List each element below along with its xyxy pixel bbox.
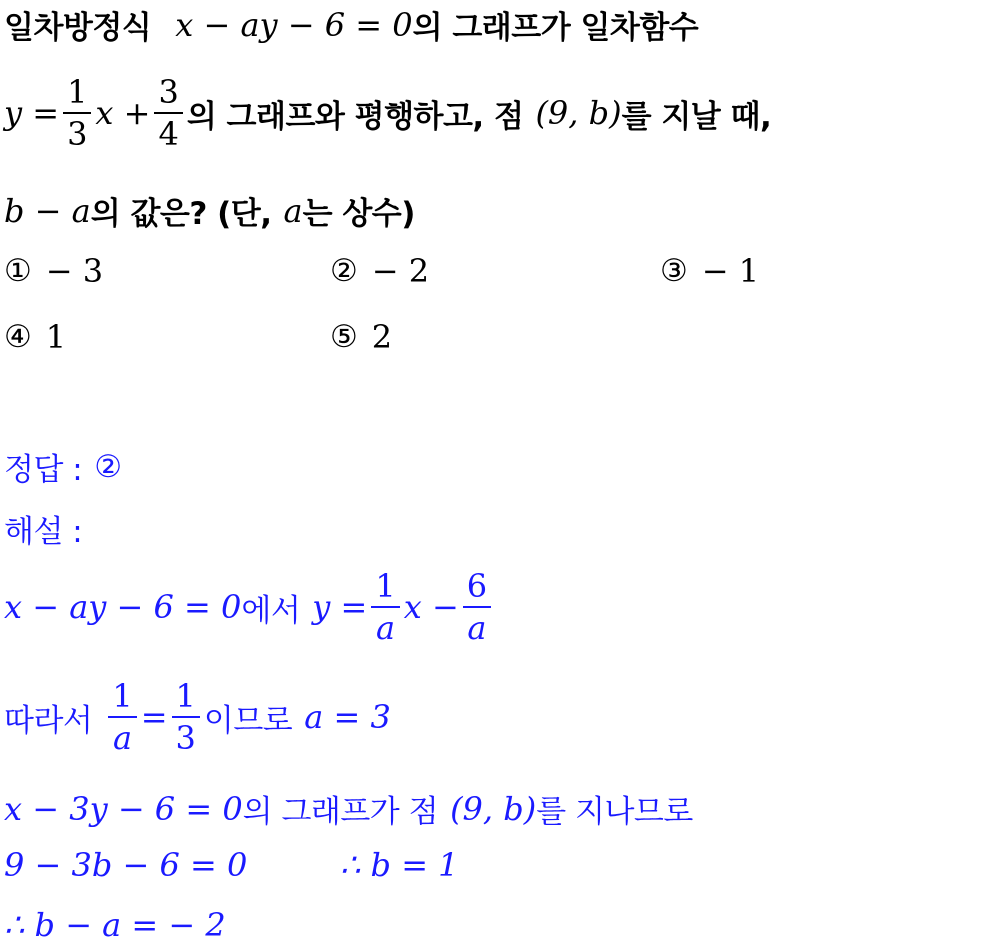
therefore-result: ∴ b = 1 (340, 846, 459, 884)
equation: x − ay − 6 = 0 (175, 5, 413, 44)
question-text: 를 지날 때, (621, 98, 772, 135)
answer-label: 정답 : (4, 452, 83, 488)
explanation-step-1 (4, 566, 495, 648)
question-text: 일차방정식 (4, 10, 152, 46)
answer-line (4, 444, 122, 489)
fraction-denominator: 3 (175, 719, 196, 757)
fraction-numerator: 1 (67, 73, 88, 111)
question-text: 의 그래프와 평행하고, 점 (186, 98, 524, 135)
explanation-text: 이므로 (203, 702, 293, 739)
question-text: 의 그래프가 일차함수 (412, 10, 699, 46)
choice-1[interactable] (4, 252, 103, 290)
fraction (108, 676, 136, 758)
question-text: 의 값은? (단, (90, 196, 272, 232)
explanation-step-4-result (340, 846, 459, 884)
choice-value: 1 (45, 318, 67, 356)
equation: 9 − 3b − 6 = 0 (4, 846, 248, 884)
explanation-step-4 (4, 846, 247, 884)
choice-mark: ③ (660, 253, 688, 289)
fraction-denominator: a (112, 719, 133, 757)
expression: b − a (4, 191, 91, 230)
question-line-2 (4, 72, 771, 154)
point: (9, b) (450, 789, 537, 828)
fraction-denominator: a (376, 609, 396, 647)
choice-value: − 1 (701, 252, 760, 290)
choice-value: − 3 (45, 252, 104, 290)
question-line-1 (4, 2, 698, 47)
fraction (63, 72, 91, 154)
explanation-step-5 (4, 906, 226, 944)
choice-value: 2 (371, 318, 393, 356)
explanation-step-2 (4, 676, 391, 758)
explanation-text: 의 그래프가 점 (242, 794, 439, 830)
explanation-label: 해설 : (4, 514, 83, 550)
explanation-text: 에서 (241, 592, 301, 629)
choice-mark: ① (4, 253, 32, 289)
question-line-3 (4, 188, 415, 233)
fraction (172, 676, 200, 758)
equation-lhs: y = (4, 94, 60, 132)
fraction (371, 566, 399, 648)
final-result: ∴ b − a = − 2 (4, 906, 226, 944)
equals-sign: = (140, 698, 168, 736)
fraction (463, 566, 491, 648)
choice-5[interactable] (330, 318, 392, 356)
explanation-text: 를 지나므로 (536, 794, 693, 830)
equation: x − 3y − 6 = 0 (4, 789, 243, 828)
choice-2[interactable] (330, 252, 429, 290)
choice-mark: ⑤ (330, 319, 358, 355)
choice-value: − 2 (371, 252, 430, 290)
result: a = 3 (304, 698, 391, 736)
fraction-numerator: 1 (375, 567, 396, 605)
question-text: 는 상수) (302, 196, 415, 232)
choice-mark: ④ (4, 319, 32, 355)
variable: a (283, 191, 303, 230)
choice-mark: ② (330, 253, 358, 289)
point: (9, b) (535, 94, 622, 132)
fraction (154, 72, 182, 154)
equation-mid: x + (95, 94, 151, 132)
explanation-step-3 (4, 786, 693, 831)
fraction-numerator: 1 (175, 677, 196, 715)
explanation-text: 따라서 (4, 702, 93, 739)
fraction-denominator: a (467, 609, 487, 647)
answer-value: ② (94, 448, 122, 485)
fraction-numerator: 1 (112, 677, 133, 715)
fraction-denominator: 4 (158, 115, 179, 153)
choice-4[interactable] (4, 318, 66, 356)
choice-3[interactable] (660, 252, 759, 290)
fraction-numerator: 6 (466, 567, 488, 605)
equation: x − ay − 6 = 0 (4, 588, 242, 626)
explanation-label-line (4, 506, 82, 551)
equation-lhs: y = (312, 588, 368, 626)
fraction-numerator: 3 (158, 73, 179, 111)
equation-mid: x − (403, 588, 459, 626)
fraction-denominator: 3 (67, 115, 88, 153)
